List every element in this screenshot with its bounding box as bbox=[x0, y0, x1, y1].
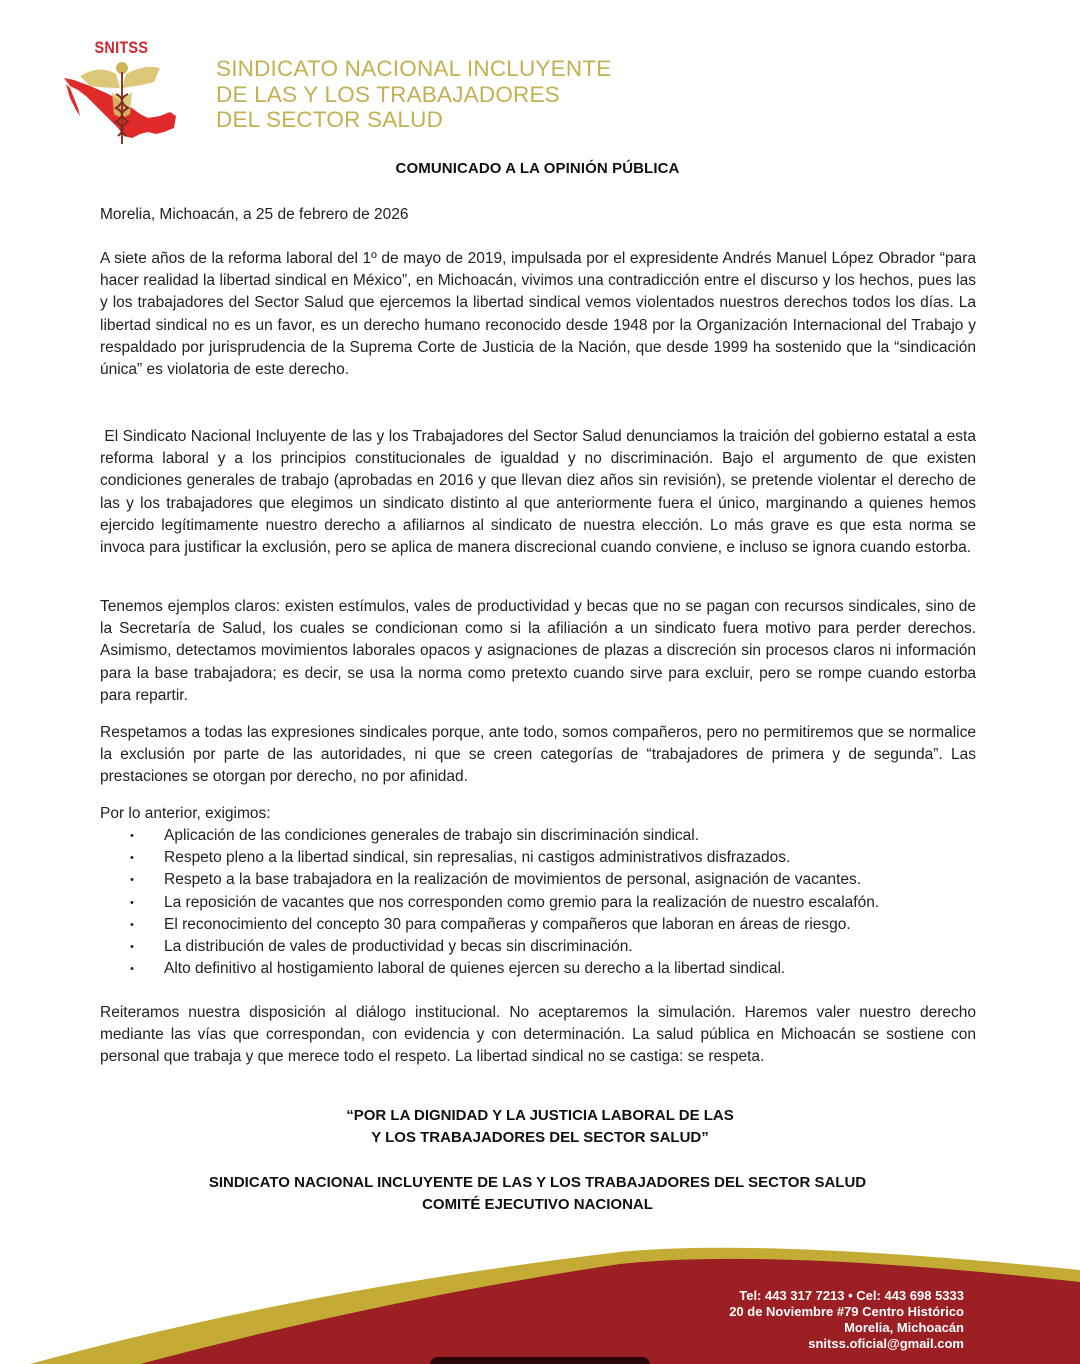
bullet-icon: • bbox=[130, 896, 134, 909]
closing-paragraph: Reiteramos nuestra disposición al diálogo institucional. No aceptaremos la simulación. Haremos valer nuestro derecho mediante las vías que correspondan, con evidencia y con determinación. La salud pública en Michoacán se sostiene con personal que trabaja y que merece todo el respeto. La libertad sindical no se castiga: se respeta. bbox=[100, 1004, 976, 1066]
footer-dark-tab bbox=[430, 1357, 650, 1364]
demand-text: Aplicación de las condiciones generales de trabajo sin discriminación sindical. bbox=[164, 827, 700, 844]
signature-line-2: COMITÉ EJECUTIVO NACIONAL bbox=[422, 1196, 653, 1213]
bullet-icon: • bbox=[130, 830, 134, 842]
bullet-icon: • bbox=[130, 963, 134, 976]
snitss-logo bbox=[60, 38, 180, 150]
demand-text: Respeto pleno a la libertad sindical, sin represalias, ni castigos administrativos disfrazados. bbox=[164, 849, 791, 867]
list-item bbox=[100, 892, 1000, 914]
org-name-line-2: DE LAS Y LOS TRABAJADORES bbox=[216, 81, 560, 107]
slogan bbox=[0, 1105, 1080, 1149]
demands-intro: Por lo anterior, exigimos: bbox=[100, 805, 271, 822]
signature-block bbox=[0, 1172, 1075, 1216]
paragraph-3: Tenemos ejemplos claros: existen estímulos, vales de productividad y becas que no se pagan con recursos sindicales, sino de la Secretaría de Salud, los cuales se condicionan como si la afiliación a un sindicato fuera motivo para perder derechos. Asimismo, detectamos movimientos laborales opacos y asignaciones de plazas a discreción sin procesos claros ni información para la base trabajadora; es decir, se usa la norma como pretexto cuando sirve para excluir, pero se rompe cuando estorba para repartir. bbox=[100, 598, 976, 704]
paragraph-2: El Sindicato Nacional Incluyente de las y los Trabajadores del Sector Salud denunciamos la traición del gobierno estatal a esta reforma laboral y a los principios constitucionales de igualdad y no discriminación. Bajo el argumento de que existen condiciones generales de trabajo (aprobadas en 2016 y que llevan diez años sin revisión), se pretende violentar el derecho de las y los trabajadores que elegimos un sindicato distinto al que anteriormente fuera el único, marginando a quienes hemos ejercido legítimamente nuestro derecho a afiliarnos al sindicato de nuestra elección. Lo más grave es que esta norma se invoca para justificar la exclusión, pero se aplica de manera discrecional cuando conviene, e incluso se ignora cuando estorba. bbox=[100, 428, 981, 557]
organization-name bbox=[216, 56, 611, 133]
demand-text: El reconocimiento del concepto 30 para compañeras y compañeros que laboran en áreas de riesgo. bbox=[164, 915, 851, 933]
demand-text: La distribución de vales de productividad y becas sin discriminación. bbox=[164, 938, 633, 956]
slogan-line-1: “POR LA DIGNIDAD Y LA JUSTICIA LABORAL DE LAS bbox=[346, 1107, 734, 1124]
org-name-line-3: DEL SECTOR SALUD bbox=[216, 107, 444, 132]
signature-line-1: SINDICATO NACIONAL INCLUYENTE DE LAS Y LOS TRABAJADORES DEL SECTOR SALUD bbox=[208, 1174, 867, 1191]
phone-line: Tel: 443 317 7213 • Cel: 443 698 5333 bbox=[739, 1288, 964, 1303]
city-line: Morelia, Michoacán bbox=[844, 1320, 964, 1335]
paragraph-1: A siete años de la reforma laboral del 1º de mayo de 2019, impulsada por el expresidente Andrés Manuel López Obrador “para hacer realidad la libertad sindical en México”, en Michoacán, vivimos una contradicción entre el discurso y los hechos, pues las y los trabajadores del Sector Salud que ejercemos la libertad sindical vemos violentados nuestros derechos todos los días. La libertad sindical no es un favor, es un derecho humano reconocido desde 1948 por la Organización Internacional del Trabajo y respaldado por jurisprudencia de la Suprema Corte de Justicia de la Nación, que desde 1999 ha sostenido que la “sindicación única” es violatoria de este derecho. bbox=[100, 250, 976, 379]
date-line: Morelia, Michoacán, a 25 de febrero de 2026 bbox=[100, 206, 409, 223]
email-link[interactable]: snitss.oficial@gmail.com bbox=[808, 1336, 964, 1351]
footer-band bbox=[0, 1230, 1080, 1364]
logo-wordmark: SNITSS bbox=[94, 38, 149, 57]
demand-text: Alto definitivo al hostigamiento laboral de quienes ejercen su derecho a la libertad sindical. bbox=[164, 960, 786, 978]
bullet-icon: • bbox=[130, 918, 134, 931]
demand-text: La reposición de vacantes que nos corresponden como gremio para la realización de nuestro escalafón. bbox=[164, 893, 880, 911]
eagle-caduceus-mexico-map-icon bbox=[60, 58, 180, 150]
list-item bbox=[100, 869, 1000, 891]
list-item bbox=[100, 958, 1000, 980]
bullet-icon: • bbox=[130, 941, 134, 954]
document-title: COMUNICADO A LA OPINIÓN PÚBLICA bbox=[395, 160, 680, 177]
demands-list bbox=[100, 825, 1000, 980]
org-name-line-1: SINDICATO NACIONAL INCLUYENTE bbox=[216, 56, 612, 81]
list-item bbox=[100, 936, 1000, 958]
contact-info bbox=[729, 1288, 964, 1352]
list-item bbox=[100, 825, 1000, 847]
demand-text: Respeto a la base trabajadora en la realización de movimientos de personal, asignación de vacantes. bbox=[164, 871, 862, 889]
bullet-icon: • bbox=[130, 852, 134, 865]
letterhead bbox=[0, 0, 1080, 155]
paragraph-4: Respetamos a todas las expresiones sindicales porque, ante todo, somos compañeros, pero no permitiremos que se normalice la exclusión por parte de las autoridades, ni que se creen categorías de “trabajadores de primera y de segunda”. Las prestaciones se otorgan por derecho, no por afinidad. bbox=[100, 724, 976, 786]
bullet-icon: • bbox=[130, 874, 134, 887]
list-item bbox=[100, 847, 1000, 869]
list-item bbox=[100, 914, 1000, 936]
slogan-line-2: Y LOS TRABAJADORES DEL SECTOR SALUD” bbox=[371, 1129, 709, 1146]
address-line: 20 de Noviembre #79 Centro Histórico bbox=[729, 1304, 964, 1319]
